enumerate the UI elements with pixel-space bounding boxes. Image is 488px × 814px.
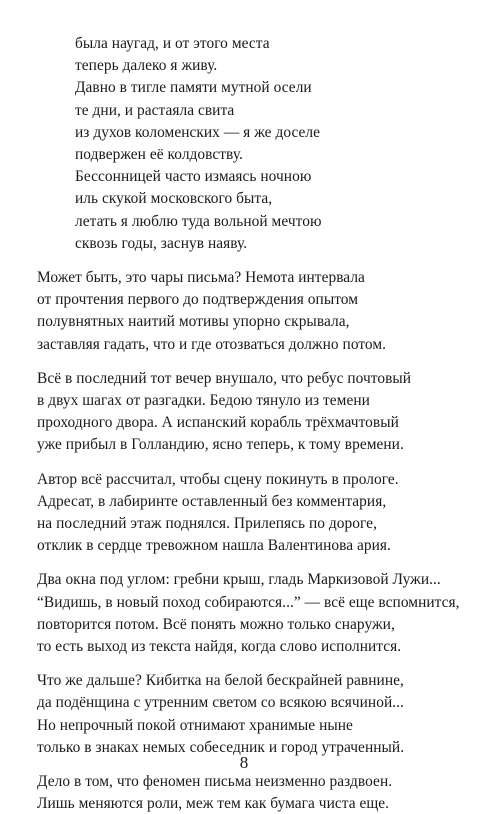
poem-line: “Видишь, в новый поход собираются...” — всё еще вспомнится, (37, 593, 460, 611)
poem-line: отклик в сердце тревожном нашла Валентинова ария. (37, 537, 391, 555)
poem-line: сквозь годы, заснув наяву. (75, 234, 248, 252)
poem-line: да подёнщина с утренним светом со всякою всячиной... (37, 694, 404, 712)
poem-line: была наугад, и от этого места (75, 35, 270, 52)
poem-line: подвержен её колдовству. (75, 146, 243, 163)
poem-line: Два окна под углом: гребни крыш, гладь Маркизовой Лужи... (37, 571, 441, 589)
poem-line: полувнятных наитий мотивы упорно скрывала, (37, 313, 350, 331)
poem-line: иль скукой московского быта, (75, 190, 273, 208)
poem-line: от прочтения первого до подтверждения опытом (37, 291, 359, 309)
poem-line: Лишь меняются роли, меж тем как бумага чиста еще. (37, 795, 390, 813)
poem-line: в двух шагах от разгадки. Бедою тянуло из темени (37, 392, 370, 409)
poem-line: то есть выход из текста найдя, когда слово исполнится. (37, 638, 402, 655)
page-number: 8 (239, 753, 249, 772)
poem-line: заставляя гадать, что и где отозваться должно потом. (37, 335, 387, 353)
poem-line: Бессонницей часто измаясь ночною (75, 168, 312, 186)
poem-line: летать я люблю туда вольной мечтою (75, 212, 322, 230)
poem-line: Может быть, это чары письма? Немота интервала (37, 269, 365, 286)
poem-line: повторится потом. Всё понять можно только снаружи, (37, 615, 395, 633)
poem-line: Давно в тигле памяти мутной осели (75, 79, 312, 97)
poem-line: те дни, и растаяла свита (75, 101, 235, 119)
poem-line: только в знаках немых собеседник и город утраченный. (37, 738, 405, 756)
poem-line: Всё в последний тот вечер внушало, что ребус почтовый (37, 369, 412, 387)
poem-line: Адресат, в лабиринте оставленный без комментария, (37, 492, 387, 510)
poem-line: Дело в том, что феномен письма неизменно раздвоен. (37, 773, 393, 790)
poem-line: Автор всё рассчитал, чтобы сцену покинуть в прологе. (37, 470, 399, 488)
poem-line: Но непрочный покой отнимают хранимые ныне (37, 716, 353, 734)
poem-line: проходного двора. А испанский корабль трёхмачтовый (37, 414, 399, 432)
poem-line: уже прибыл в Голландию, ясно теперь, к тому времени. (37, 436, 404, 454)
poem-line: из духов коломенских — я же доселе (75, 123, 321, 141)
poem-line: Что же дальше? Кибитка на белой бескрайней равнине, (37, 672, 404, 690)
poem-line: теперь далеко я живу. (75, 57, 218, 75)
poem-line: на последний этаж поднялся. Прилепясь по дороге, (37, 515, 377, 532)
